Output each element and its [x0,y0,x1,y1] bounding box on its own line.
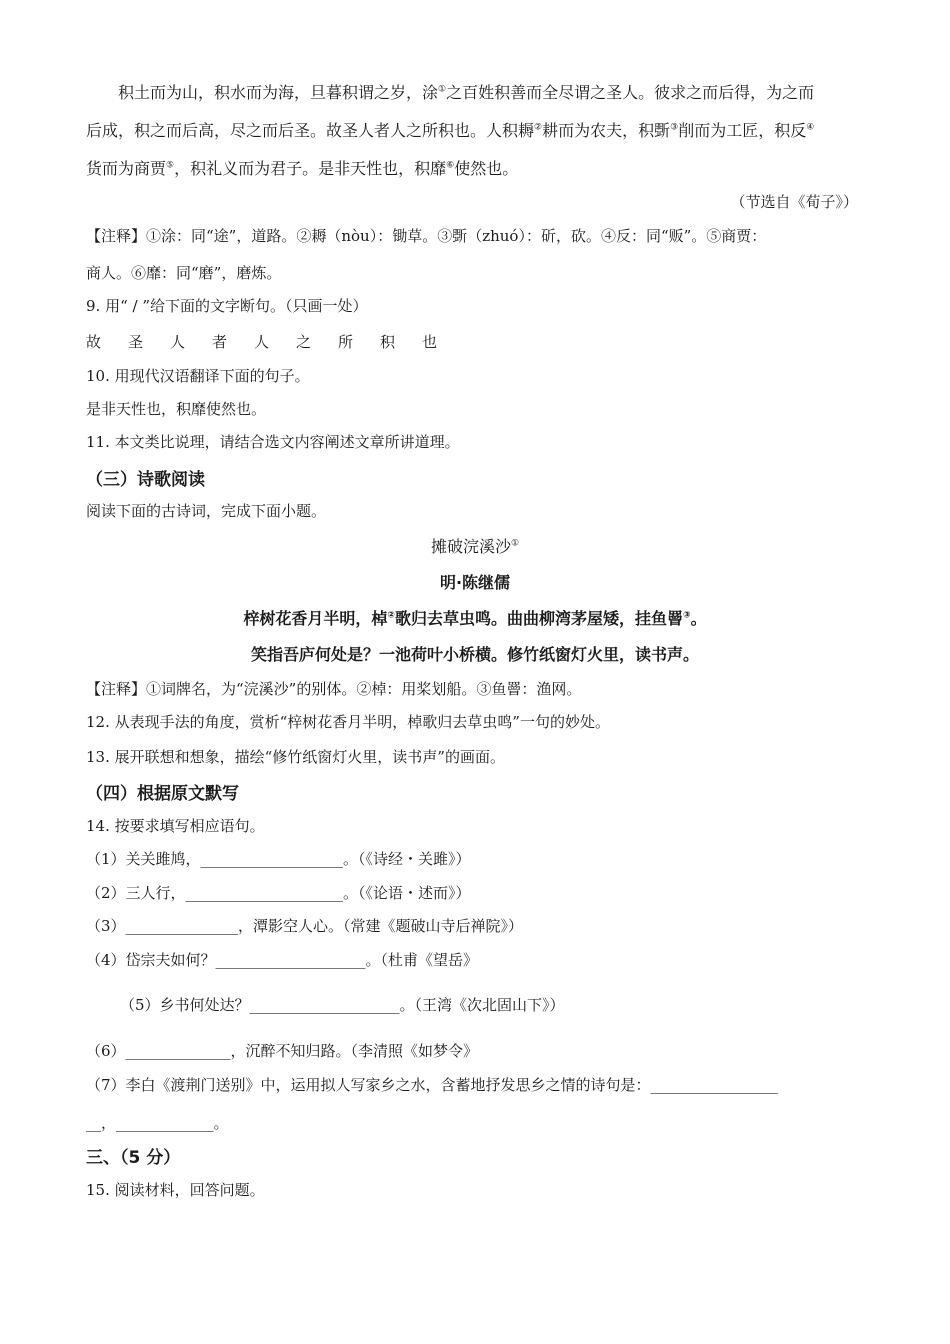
passage-line-1 [118,80,864,103]
sentence-segmentation-chars[interactable] [86,331,864,352]
dictation-item-7[interactable]: （7）李白《渡荆门送别》中，运用拟人写家乡之水，含蓄地抒发思乡之情的诗句是：_________________ [86,1076,779,1094]
footnote-marker: ⑥ [446,160,455,171]
poem-line-2: 笑指吾庐何处是？一池荷叶小桥横。修竹纸窗灯火里，读书声。 [250,645,699,664]
passage-line-3 [86,156,864,179]
char: 人 [254,333,270,351]
passage-line-2 [86,118,864,141]
question-9: 9. 用“ / ”给下面的文字断句。（只画一处） [86,297,368,315]
char: 故 [86,333,102,351]
char: 之 [296,333,312,351]
poem-title-text: 摊破浣溪沙 [430,537,511,556]
note-line-1: 【注释】①涂：同“途”，道路。②耨（nòu）：锄草。③斲（zhuó）：斫，砍。④反：同“贩”。⑤商贾： [86,227,767,245]
footnote-marker: ③ [683,610,691,621]
footnote-marker: ③ [670,122,679,133]
passage-text: 积土而为山，积水而为海，旦暮积谓之岁，涂 [118,83,439,102]
passage-text: 使然也。 [454,159,519,178]
question-10: 10. 用现代汉语翻译下面的句子。 [86,367,310,385]
dictation-item-3[interactable]: （3）_______________，潭影空人心。（常建《题破山寺后禅院》） [86,917,524,935]
footnote-marker: ④ [806,122,815,133]
dictation-item-7-cont[interactable]: __，_____________。 [86,1114,229,1132]
poem-text: 梓树花香月半明，棹 [243,609,388,628]
poem-text: 。 [690,609,707,628]
question-13: 13. 展开联想和想象，描绘“修竹纸窗灯火里，读书声”的画面。 [86,748,505,766]
poem-text: 歌归去草虫鸣。曲曲柳湾茅屋矮，挂鱼罾 [394,609,683,628]
poem-note: 【注释】①词牌名，为“浣溪沙”的别体。②棹：用桨划船。③鱼罾：渔网。 [86,680,582,698]
passage-text: 削而为工匠，积反 [678,121,807,140]
footnote-marker: ⑤ [166,160,175,171]
question-14: 14. 按要求填写相应语句。 [86,817,265,835]
translation-sentence: 是非天性也，积靡使然也。 [86,400,267,418]
char: 人 [170,333,186,351]
char: 所 [338,333,354,351]
poem-author: 明·陈继儒 [439,573,511,592]
dictation-item-6[interactable]: （6）______________，沉醉不知归路。（李清照《如梦令》 [86,1042,479,1060]
footnote-marker: ② [387,610,395,621]
poem-title [86,534,864,557]
footnote-marker: ① [510,538,520,549]
passage-text: 货而为商贾 [86,159,167,178]
passage-source: （节选自《荀子》） [730,193,858,211]
footnote-marker: ① [438,84,447,95]
question-12: 12. 从表现手法的角度，赏析“梓树花香月半明，棹歌归去草虫鸣”一句的妙处。 [86,713,610,731]
dictation-item-1[interactable]: （1）关关雎鸠，___________________。（《诗经・关雎》） [86,850,471,868]
passage-text: 后成，积之而后高，尽之而后圣。故圣人者人之所积也。人积耨 [86,121,535,140]
dictation-item-2[interactable]: （2）三人行，_____________________。（《论语・述而》） [86,884,471,902]
section-heading-poetry: （三）诗歌阅读 [86,470,205,490]
passage-text: 之百姓积善而全尽谓之圣人。彼求之而后得，为之而 [446,83,815,102]
footnote-marker: ② [534,122,543,133]
passage-text: 耕而为农夫，积斲 [542,121,671,140]
note-line-2: 商人。⑥靡：同“磨”，磨炼。 [86,264,282,282]
section-heading-three: 三、（5 分） [86,1148,181,1168]
dictation-item-5[interactable]: （5）乡书何处达？____________________。（王湾《次北固山下》） [120,996,565,1014]
poem-line-1 [86,606,864,629]
char: 圣 [128,333,144,351]
char: 也 [422,333,438,351]
char: 者 [212,333,228,351]
section-heading-dictation: （四）根据原文默写 [86,784,239,804]
question-15: 15. 阅读材料，回答问题。 [86,1181,265,1199]
poetry-intro: 阅读下面的古诗词，完成下面小题。 [86,502,327,520]
dictation-item-4[interactable]: （4）岱宗夫如何？____________________。（杜甫《望岳》 [86,951,479,969]
passage-text: ，积礼义而为君子。是非天性也，积靡 [174,159,447,178]
question-11: 11. 本文类比说理，请结合选文内容阐述文章所讲道理。 [86,433,460,451]
char: 积 [380,333,396,351]
